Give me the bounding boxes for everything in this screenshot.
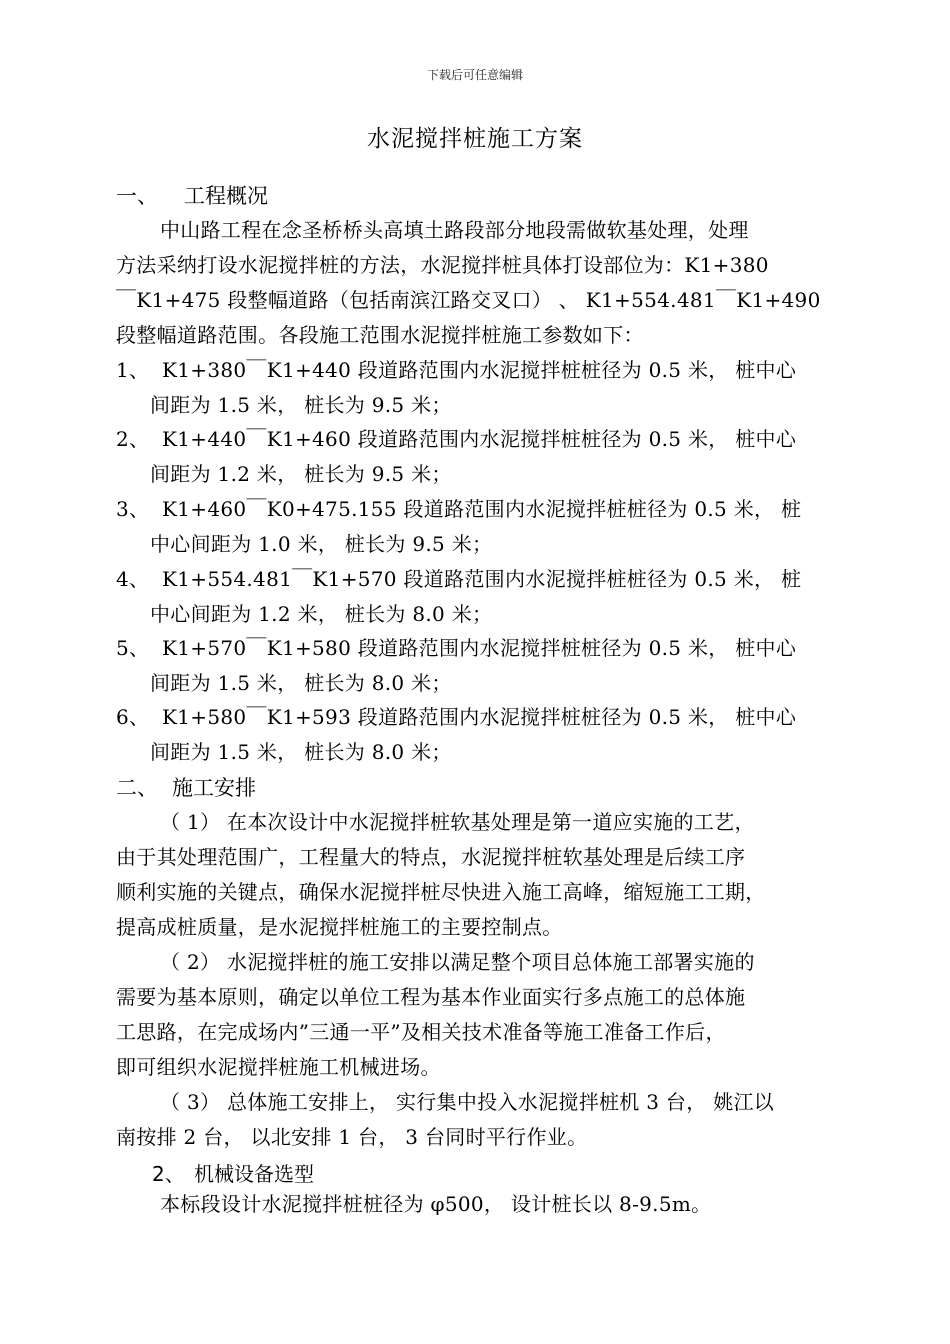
list-item-line: 中心间距为 1.2 米， 桩长为 8.0 米； [150,602,493,626]
paragraph-line: （ 3） 总体施工安排上， 实行集中投入水泥搅拌桩机 3 台， 姚江以 [160,1090,775,1114]
list-item-number: 4、 [116,567,150,591]
paragraph-line: （ 2） 水泥搅拌桩的施工安排以满足整个项目总体施工部署实施的 [160,950,755,974]
section-1-heading [116,180,268,210]
paragraph-line: 需要为基本原则，确定以单位工程为基本作业面实行多点施工的总体施 [116,985,746,1009]
list-item-line: K1+580￣K1+593 段道路范围内水泥搅拌桩桩径为 0.5 米， 桩中心 [162,705,797,729]
intro-line: 中山路工程在念圣桥桥头高填土路段部分地段需做软基处理，处理 [160,218,749,242]
section-2-number: 二、 [116,776,158,800]
document-title: 水泥搅拌桩施工方案 [367,126,583,152]
list-item-line: K1+460￣K0+475.155 段道路范围内水泥搅拌桩桩径为 0.5 米， 桩 [162,497,802,521]
list-item-number: 6、 [116,705,150,729]
header-note: 下载后可任意编辑 [426,68,523,82]
list-item-number: 5、 [116,636,150,660]
list-item-number: 1、 [116,358,150,382]
list-item-line: K1+440￣K1+460 段道路范围内水泥搅拌桩桩径为 0.5 米， 桩中心 [162,427,797,451]
list-item-line: K1+554.481￣K1+570 段道路范围内水泥搅拌桩桩径为 0.5 米， 桩 [162,567,802,591]
list-item-line: K1+570￣K1+580 段道路范围内水泥搅拌桩桩径为 0.5 米， 桩中心 [162,636,797,660]
section-2-title: 施工安排 [172,776,256,800]
paragraph-line: 顺利实施的关键点，确保水泥搅拌桩尽快进入施工高峰，缩短施工工期， [116,880,766,904]
subsection-number: 2、 [152,1162,185,1186]
list-item-number: 2、 [116,427,150,451]
intro-line: 段整幅道路范围。各段施工范围水泥搅拌桩施工参数如下： [116,323,644,347]
intro-line: 方法采纳打设水泥搅拌桩的方法，水泥搅拌桩具体打设部位为：K1+380 [116,253,769,277]
list-item-line: 中心间距为 1.0 米， 桩长为 9.5 米； [150,532,493,556]
list-item-line: 间距为 1.2 米， 桩长为 9.5 米； [150,462,452,486]
subsection-heading [152,1158,314,1187]
section-1-title: 工程概况 [184,184,268,208]
paragraph-line: 即可组织水泥搅拌桩施工机械进场。 [116,1055,441,1079]
paragraph-line: 南按排 2 台， 以北安排 1 台， 3 台同时平行作业。 [116,1125,588,1149]
paragraph-line: 由于其处理范围广，工程量大的特点，水泥搅拌桩软基处理是后续工序 [116,845,746,869]
list-item-line: 间距为 1.5 米， 桩长为 8.0 米； [150,671,452,695]
list-item-line: 间距为 1.5 米， 桩长为 9.5 米； [150,393,452,417]
paragraph-line: （ 1） 在本次设计中水泥搅拌桩软基处理是第一道应实施的工艺， [160,810,755,834]
list-item-line: 间距为 1.5 米， 桩长为 8.0 米； [150,740,452,764]
paragraph-line: 工思路，在完成场内”三通一平”及相关技术准备等施工准备工作后， [116,1020,726,1044]
section-2-heading [116,772,256,802]
list-item-number: 3、 [116,497,150,521]
subsection-title: 机械设备选型 [194,1162,314,1186]
list-item-line: K1+380￣K1+440 段道路范围内水泥搅拌桩桩径为 0.5 米， 桩中心 [162,358,797,382]
intro-line: ￣K1+475 段整幅道路（包括南滨江路交叉口） 、 K1+554.481￣K1+490 [116,288,821,312]
section-1-number: 一、 [116,184,158,208]
paragraph-line: 本标段设计水泥搅拌桩桩径为 φ500， 设计桩长以 8-9.5m。 [160,1192,712,1216]
paragraph-line: 提高成桩质量，是水泥搅拌桩施工的主要控制点。 [116,915,563,939]
